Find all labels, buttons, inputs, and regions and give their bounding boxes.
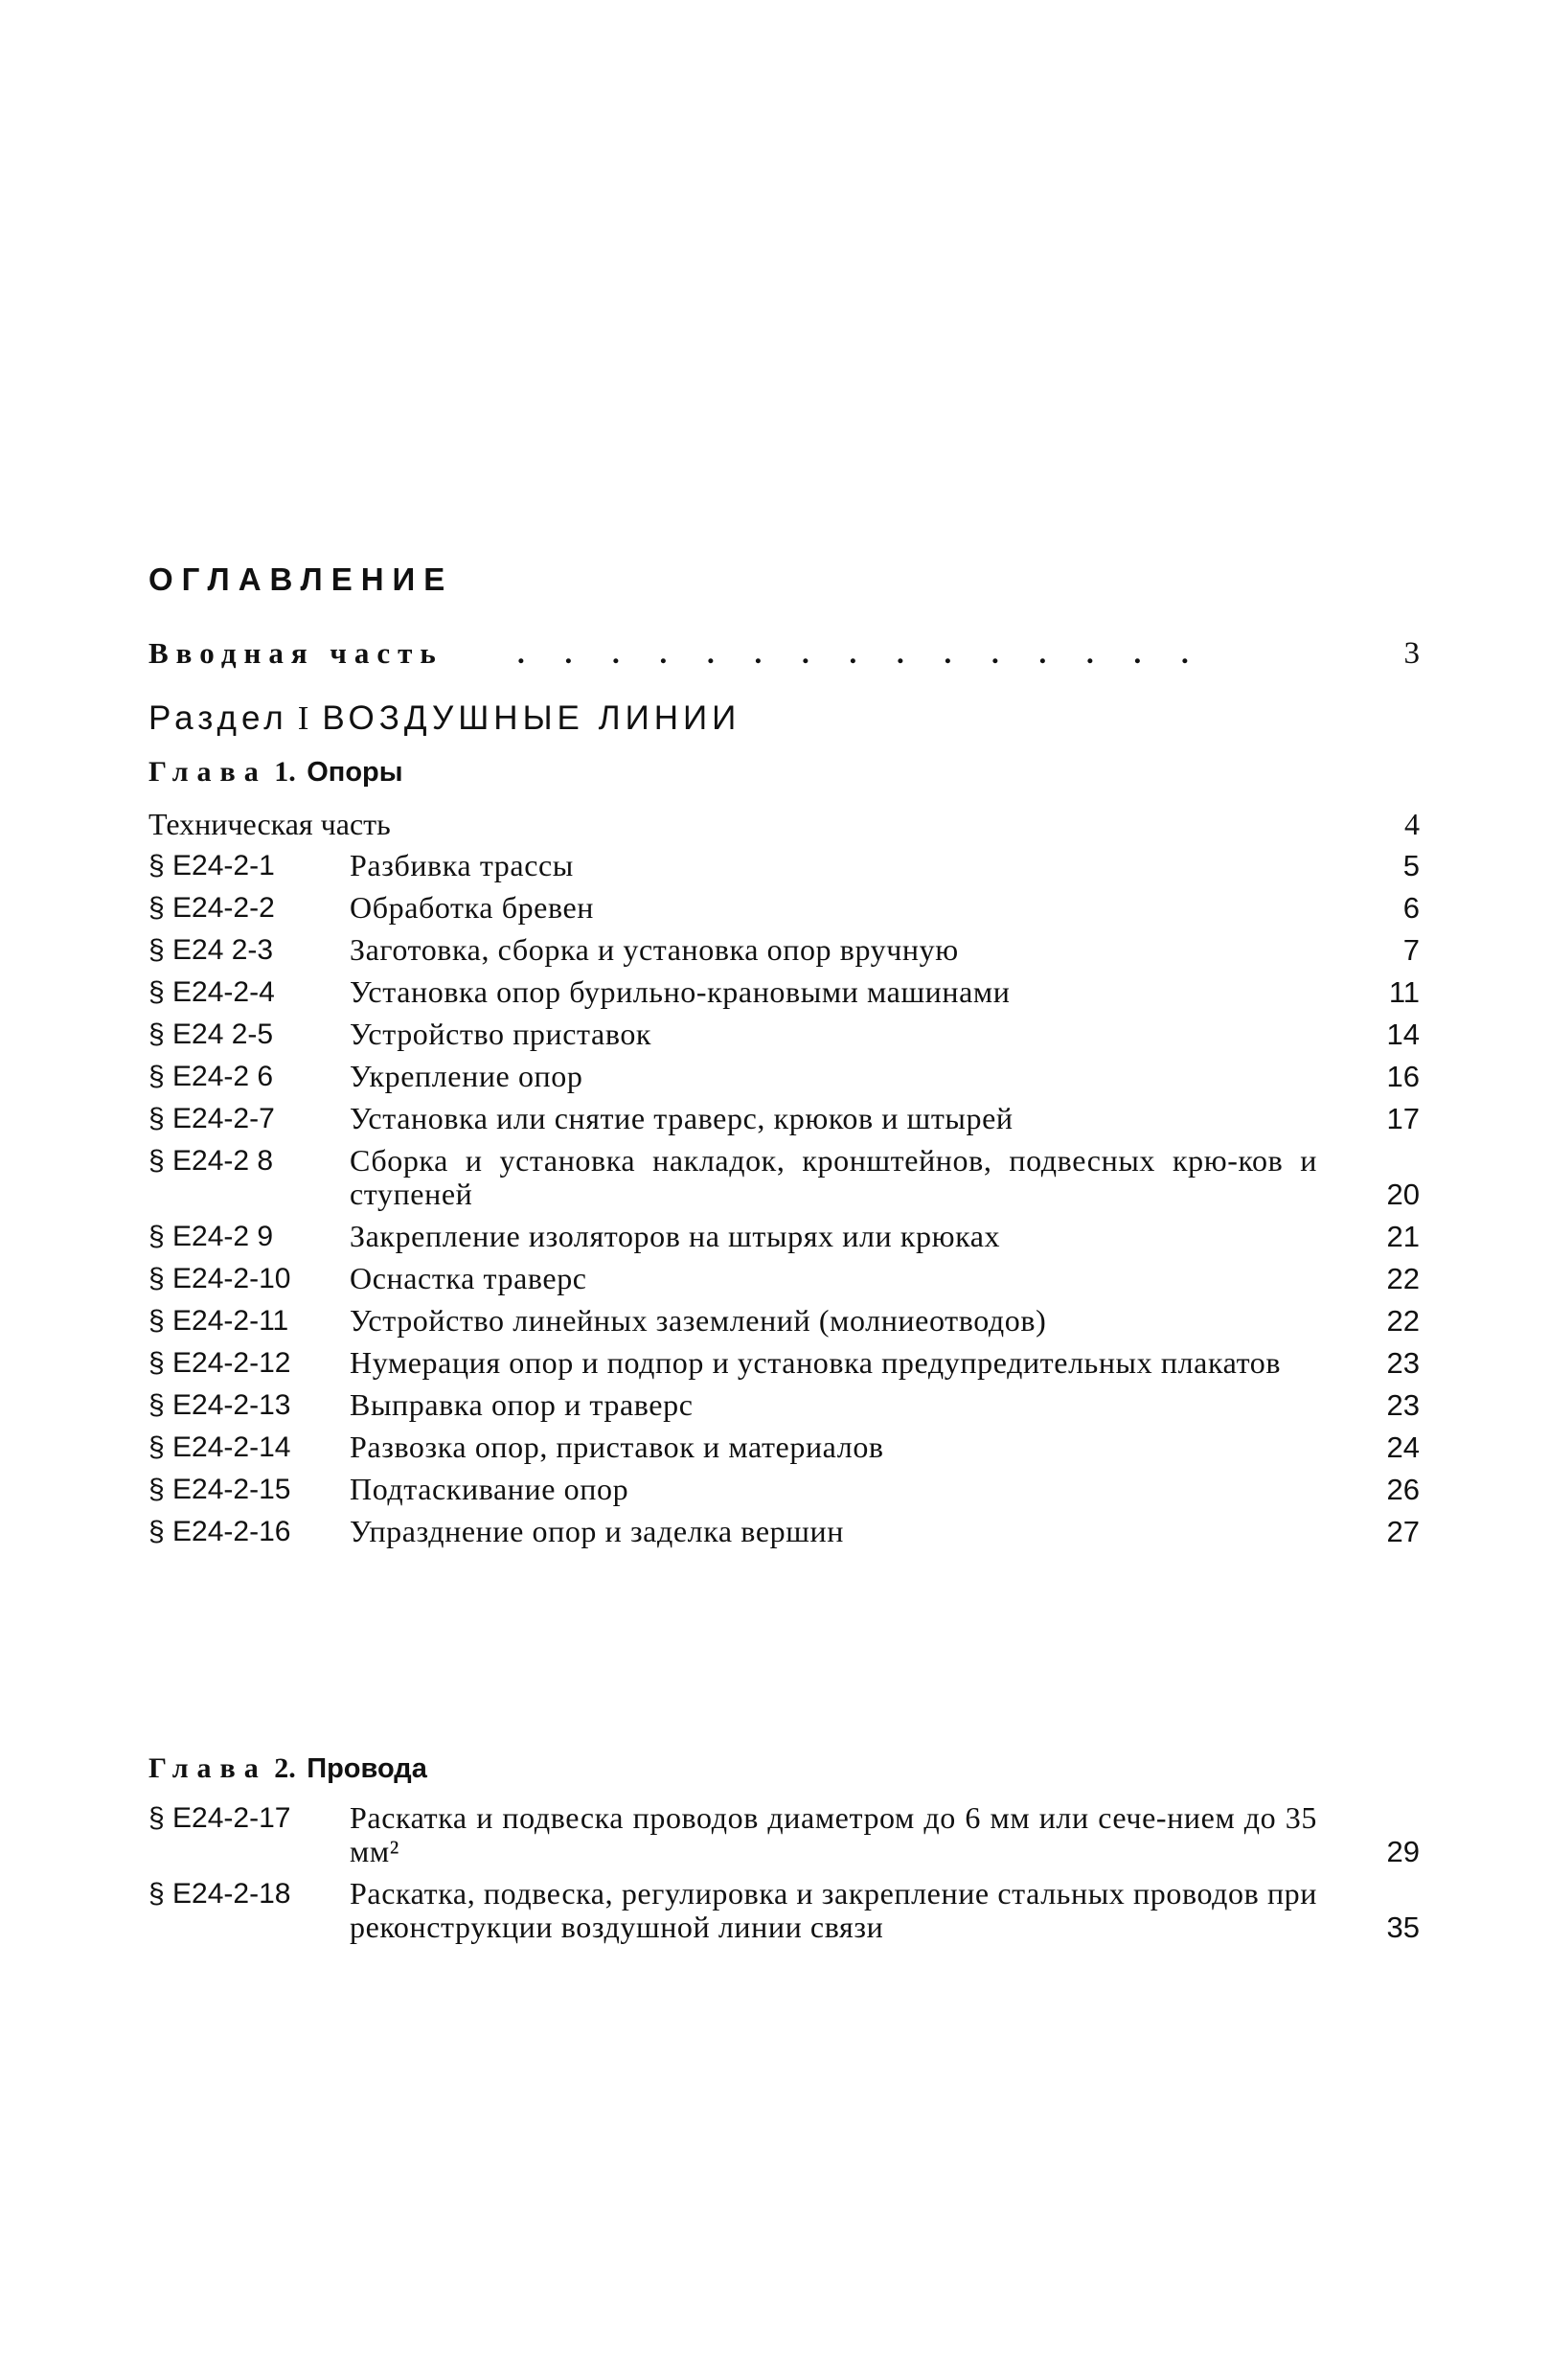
toc-entry (148, 1801, 1420, 1868)
entry-page-number: 22 (1386, 1262, 1420, 1295)
section-heading (148, 696, 740, 748)
entry-title: Оснастка траверс (350, 1261, 587, 1295)
entry-title: Укрепление опор (350, 1059, 583, 1093)
entry-page-number: 29 (1386, 1835, 1420, 1868)
entry-title: Устройство приставок (350, 1017, 652, 1051)
entry-page-number: 20 (1386, 1178, 1420, 1211)
entry-title: Развозка опор, приставок и материалов (350, 1430, 884, 1464)
entry-code: § Е24 2-5 (148, 1018, 274, 1050)
technical-part-label: Техническая часть (148, 807, 391, 841)
toc-entry (148, 1262, 1420, 1295)
entry-page-number: 5 (1402, 849, 1420, 882)
entry-code: § Е24 2-3 (148, 934, 274, 966)
entry-title: Подтаскивание опор (350, 1472, 629, 1506)
entry-code: § Е24-2-15 (148, 1474, 291, 1505)
toc-entry (148, 849, 1420, 882)
entry-page-number: 6 (1402, 891, 1420, 925)
entry-page-number: 11 (1388, 975, 1420, 1009)
entry-title: Установка или снятие траверс, крюков и штырей (350, 1101, 1014, 1135)
entry-page-number: 22 (1386, 1304, 1420, 1338)
entry-page-number: 21 (1386, 1220, 1420, 1253)
entry-page-number: 14 (1386, 1018, 1420, 1051)
toc-entry (148, 1877, 1420, 1944)
entry-code: § Е24-2-17 (148, 1802, 291, 1834)
chapter-number: 2. (274, 1752, 296, 1784)
entry-title: Обработка бревен (350, 890, 595, 925)
section-label: Раздел (148, 699, 288, 737)
entry-code: § Е24-2-14 (148, 1431, 291, 1463)
entry-title: Сборка и установка накладок, кронштейнов, подвесных крю-ков и ступеней (350, 1143, 1317, 1211)
toc-entry (148, 891, 1420, 925)
section-number: I (297, 699, 309, 737)
chapter-1-entries (148, 849, 1420, 1557)
entry-code: § Е24-2-16 (148, 1516, 291, 1547)
technical-part-row (148, 803, 1420, 845)
toc-entry (148, 1473, 1420, 1506)
entry-code: § Е24-2-18 (148, 1878, 291, 1910)
entry-code: § Е24-2-4 (148, 976, 275, 1008)
entry-page-number: 26 (1386, 1473, 1420, 1506)
toc-entry (148, 1388, 1420, 1422)
entry-title: Установка опор бурильно-крановыми машинами (350, 974, 1011, 1009)
chapter-2-entries (148, 1801, 1420, 1953)
chapter-label: Глава (148, 1752, 267, 1784)
entry-code: § Е24-2 6 (148, 1061, 274, 1092)
chapter-title: Опоры (307, 757, 403, 788)
toc-entry (148, 1102, 1420, 1135)
chapter-heading (148, 1750, 427, 1788)
entry-code: § Е24-2-10 (148, 1263, 291, 1294)
intro-label: Вводная часть (148, 636, 444, 670)
toc-entry (148, 1304, 1420, 1338)
entry-page-number: 23 (1386, 1388, 1420, 1422)
toc-intro-row (148, 632, 1420, 675)
entry-code: § Е24-2-11 (148, 1305, 289, 1337)
entry-title: Раскатка и подвеска проводов диаметром до 6 мм или сече-нием до 35 мм² (350, 1800, 1317, 1868)
entry-title: Закрепление изоляторов на штырях или крюках (350, 1219, 1001, 1253)
entry-code: § Е24-2-12 (148, 1347, 291, 1379)
entry-page-number: 16 (1386, 1060, 1420, 1093)
entry-title: Устройство линейных заземлений (молниеотводов) (350, 1303, 1047, 1338)
toc-entry (148, 1430, 1420, 1464)
entry-page-number: 24 (1386, 1430, 1420, 1464)
entry-code: § Е24-2 8 (148, 1145, 274, 1177)
entry-page-number: 7 (1402, 933, 1420, 967)
entry-code: § Е24-2-13 (148, 1389, 291, 1421)
technical-part-page-number: 4 (1404, 807, 1420, 841)
toc-entry (148, 1018, 1420, 1051)
chapter-label: Глава (148, 756, 267, 788)
entry-code: § Е24-2-2 (148, 892, 275, 924)
chapter-number: 1. (274, 756, 296, 788)
entry-title: Упразднение опор и заделка вершин (350, 1514, 844, 1548)
toc-entry (148, 933, 1420, 967)
toc-entry (148, 1515, 1420, 1548)
intro-leader-dots: . . . . . . . . . . . . . . . (517, 636, 1205, 670)
entry-page-number: 27 (1386, 1515, 1420, 1548)
entry-title: Разбивка трассы (350, 848, 574, 882)
entry-title: Нумерация опор и подпор и установка предупредительных плакатов (350, 1345, 1282, 1380)
chapter-title: Провода (307, 1753, 427, 1784)
toc-entry (148, 1220, 1420, 1253)
intro-page-number: 3 (1403, 636, 1420, 671)
toc-entry (148, 1144, 1420, 1211)
entry-page-number: 23 (1386, 1346, 1420, 1380)
section-title: ВОЗДУШНЫЕ ЛИНИИ (322, 699, 741, 737)
entry-title: Раскатка, подвеска, регулировка и закрепление стальных проводов при реконструкции воздушной линии связи (350, 1876, 1317, 1944)
entry-code: § Е24-2 9 (148, 1221, 274, 1252)
chapter-heading (148, 753, 403, 791)
entry-page-number: 35 (1386, 1911, 1420, 1944)
entry-title: Выправка опор и траверс (350, 1387, 694, 1422)
toc-entry (148, 1346, 1420, 1380)
toc-entry (148, 975, 1420, 1009)
entry-page-number: 17 (1386, 1102, 1420, 1135)
toc-title: ОГЛАВЛЕНИЕ (148, 561, 454, 597)
toc-entry (148, 1060, 1420, 1093)
entry-code: § Е24-2-7 (148, 1103, 275, 1134)
entry-title: Заготовка, сборка и установка опор вручную (350, 932, 959, 967)
entry-code: § Е24-2-1 (148, 850, 275, 881)
